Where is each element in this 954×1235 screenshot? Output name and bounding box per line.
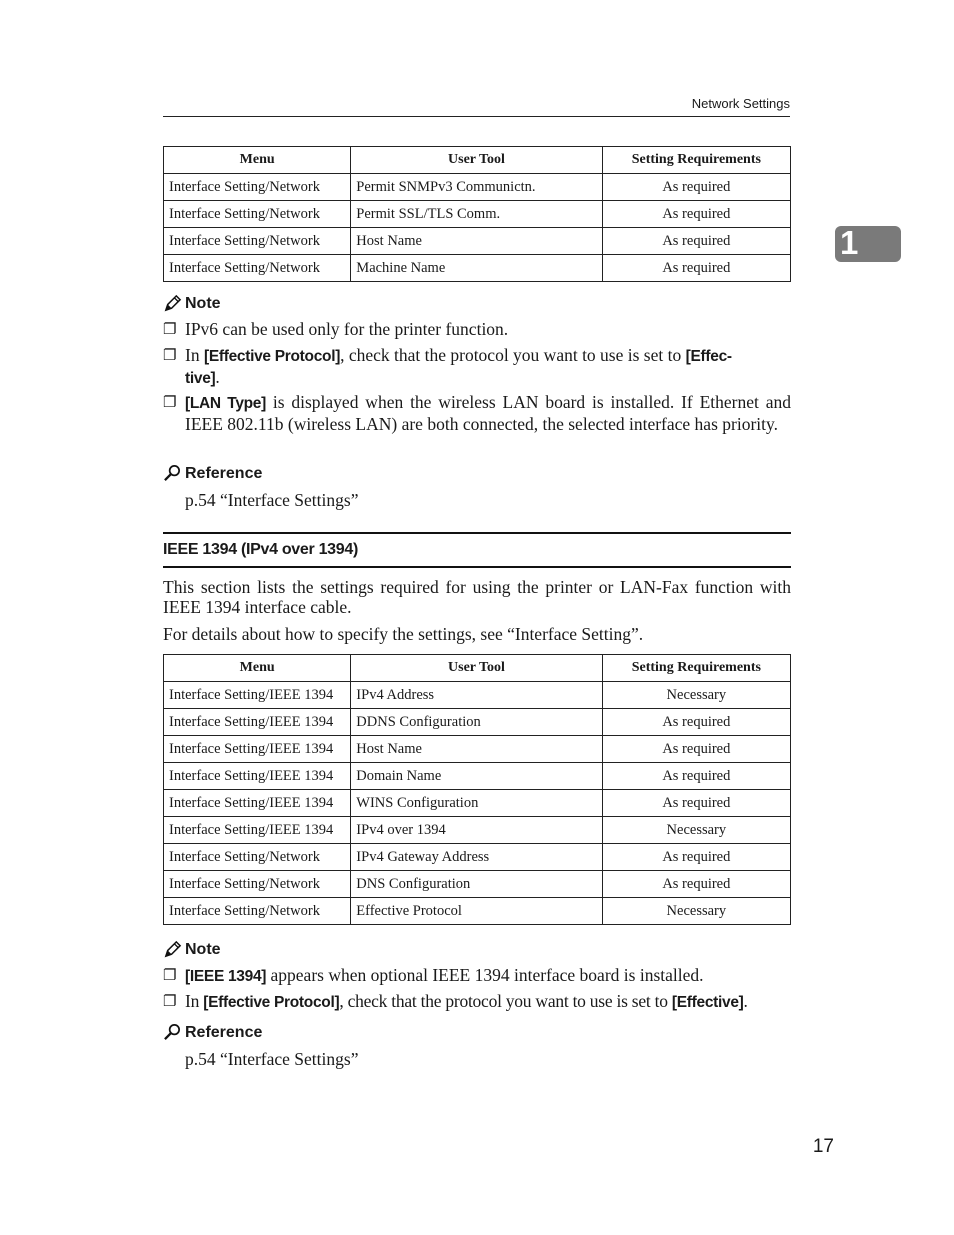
cell-menu: Interface Setting/Network — [164, 255, 351, 282]
cell-requirement: As required — [602, 736, 790, 763]
note-bullet — [163, 392, 791, 456]
cell-menu: Interface Setting/IEEE 1394 — [164, 709, 351, 736]
cell-user-tool: Permit SSL/TLS Comm. — [351, 201, 602, 228]
cell-requirement: Necessary — [602, 817, 790, 844]
table-header-row — [164, 147, 791, 174]
note-title: Note — [185, 294, 221, 312]
note-heading — [163, 940, 221, 959]
cell-requirement: Necessary — [602, 682, 790, 709]
cell-requirement: As required — [602, 201, 790, 228]
table-row — [164, 255, 791, 282]
checkbox-icon: ❐ — [163, 393, 177, 411]
cell-user-tool: Host Name — [351, 228, 602, 255]
ieee1394-settings-table — [163, 654, 791, 925]
table-row — [164, 174, 791, 201]
cell-menu: Interface Setting/Network — [164, 201, 351, 228]
note-bullet — [163, 345, 791, 387]
note-bullet — [163, 991, 791, 1013]
reference-title: Reference — [185, 464, 263, 482]
cell-requirement: As required — [602, 709, 790, 736]
reference-heading — [163, 464, 262, 483]
bullet-text: In [Effective Protocol], check that the protocol you want to use is set to [Effec- tive]. — [185, 345, 732, 387]
chapter-number: 1 — [840, 224, 859, 261]
table-row — [164, 844, 791, 871]
table-row — [164, 709, 791, 736]
cell-menu: Interface Setting/IEEE 1394 — [164, 763, 351, 790]
checkbox-icon: ❐ — [163, 320, 177, 338]
note-title: Note — [185, 940, 221, 958]
checkbox-icon: ❐ — [163, 992, 177, 1010]
lan-type-keyword: [LAN Type] — [185, 395, 266, 412]
cell-menu: Interface Setting/Network — [164, 871, 351, 898]
column-header-menu: Menu — [164, 655, 351, 682]
table-row — [164, 736, 791, 763]
column-header-menu: Menu — [164, 147, 351, 174]
reference-heading — [163, 1023, 262, 1042]
cell-user-tool: WINS Configuration — [351, 790, 602, 817]
table-row — [164, 201, 791, 228]
cell-requirement: As required — [602, 174, 790, 201]
section-top-rule — [163, 532, 791, 534]
effective-keyword: [Effective] — [671, 994, 744, 1011]
table-header-row — [164, 655, 791, 682]
ieee1394-keyword: [IEEE 1394] — [185, 968, 267, 985]
bullet-text: In [Effective Protocol], check that the protocol you want to use is set to [Effective]. — [185, 991, 748, 1011]
cell-menu: Interface Setting/IEEE 1394 — [164, 682, 351, 709]
table-row — [164, 682, 791, 709]
section-bottom-rule — [163, 566, 791, 568]
note-heading — [163, 294, 221, 313]
column-header-user-tool: User Tool — [351, 147, 602, 174]
cell-user-tool: Machine Name — [351, 255, 602, 282]
cell-user-tool: IPv4 Gateway Address — [351, 844, 602, 871]
cell-menu: Interface Setting/Network — [164, 898, 351, 925]
cell-menu: Interface Setting/IEEE 1394 — [164, 736, 351, 763]
cell-requirement: Necessary — [602, 898, 790, 925]
table-row — [164, 817, 791, 844]
bullet-text: IPv6 can be used only for the printer function. — [185, 319, 509, 339]
cell-requirement: As required — [602, 790, 790, 817]
cell-requirement: As required — [602, 228, 790, 255]
cell-user-tool: Domain Name — [351, 763, 602, 790]
reference-link-text: p.54 “Interface Settings” — [185, 490, 359, 510]
column-header-user-tool: User Tool — [351, 655, 602, 682]
pencil-icon — [163, 940, 182, 959]
magnifier-icon — [163, 464, 182, 483]
cell-menu: Interface Setting/Network — [164, 228, 351, 255]
section-paragraph: This section lists the settings required for using the printer or LAN-Fax function with IEEE 1394 interface cable. — [163, 577, 791, 617]
cell-menu: Interface Setting/Network — [164, 844, 351, 871]
cell-requirement: As required — [602, 255, 790, 282]
reference-link-text: p.54 “Interface Settings” — [185, 1049, 359, 1069]
running-header — [163, 96, 790, 117]
cell-user-tool: Host Name — [351, 736, 602, 763]
effective-protocol-keyword: [Effective Protocol] — [203, 348, 341, 365]
magnifier-icon — [163, 1023, 182, 1042]
table-row — [164, 898, 791, 925]
column-header-setting-requirements: Setting Requirements — [602, 147, 790, 174]
cell-menu: Interface Setting/Network — [164, 174, 351, 201]
note-bullet — [163, 965, 791, 987]
cell-user-tool: Permit SNMPv3 Communictn. — [351, 174, 602, 201]
checkbox-icon: ❐ — [163, 346, 177, 364]
cell-user-tool: Effective Protocol — [351, 898, 602, 925]
network-settings-table — [163, 146, 791, 282]
table-row — [164, 871, 791, 898]
bullet-text: [LAN Type] is displayed when the wireless LAN board is installed. If Ethernet and IEEE 802.11b (wireless LAN) are both connected, the selected interface has priority. — [185, 392, 791, 434]
note-bullet — [163, 319, 791, 341]
running-title: Network Settings — [691, 96, 790, 111]
cell-requirement: As required — [602, 844, 790, 871]
cell-user-tool: DNS Configuration — [351, 871, 602, 898]
column-header-setting-requirements: Setting Requirements — [602, 655, 790, 682]
section-title: IEEE 1394 (IPv4 over 1394) — [163, 541, 358, 558]
reference-title: Reference — [185, 1023, 263, 1041]
page-number: 17 — [812, 1136, 834, 1157]
cell-requirement: As required — [602, 871, 790, 898]
pencil-icon — [163, 294, 182, 313]
cell-requirement: As required — [602, 763, 790, 790]
section-paragraph: For details about how to specify the settings, see “Interface Setting”. — [163, 624, 644, 644]
checkbox-icon: ❐ — [163, 966, 177, 984]
table-row — [164, 228, 791, 255]
effective-protocol-keyword: [Effective Protocol] — [203, 994, 340, 1011]
cell-user-tool: IPv4 Address — [351, 682, 602, 709]
cell-menu: Interface Setting/IEEE 1394 — [164, 790, 351, 817]
table-row — [164, 763, 791, 790]
table-row — [164, 790, 791, 817]
cell-user-tool: IPv4 over 1394 — [351, 817, 602, 844]
cell-menu: Interface Setting/IEEE 1394 — [164, 817, 351, 844]
bullet-text: [IEEE 1394] appears when optional IEEE 1394 interface board is installed. — [185, 965, 704, 985]
chapter-tab — [835, 226, 901, 262]
cell-user-tool: DDNS Configuration — [351, 709, 602, 736]
